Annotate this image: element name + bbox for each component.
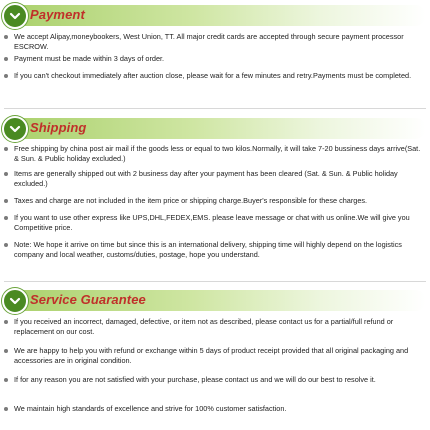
- list-item: Items are generally shipped out with 2 business day after your payment has been cleared (Sat. & Sun. & Public holiday excluded.): [0, 169, 430, 196]
- payment-banner: [4, 5, 426, 26]
- payment-title: Payment: [30, 7, 85, 22]
- list-item: We maintain high standards of excellence and strive for 100% customer satisfaction.: [0, 404, 430, 418]
- chevron-down-icon: [2, 116, 28, 142]
- divider: [4, 108, 426, 109]
- list-item: Free shipping by china post air mail if the goods less or equal to two kilos.Normally, it will take 7-20 bussiness days arrive(Sat. & Sun. & Public holiday excluded.): [0, 144, 430, 169]
- service-section: [0, 290, 430, 418]
- list-item: We are happy to help you with refund or exchange within 5 days of product receipt provided that all original packaging and accessories are in original condition.: [0, 346, 430, 375]
- list-item: If you received an incorrect, damaged, defective, or item not as described, please contact us for a partial/full refund or replacement on our cost.: [0, 317, 430, 346]
- payment-section: [0, 5, 430, 91]
- service-list: [0, 317, 430, 418]
- chevron-down-icon: [2, 3, 28, 29]
- bullet-dot-icon: [4, 216, 8, 220]
- bullet-dot-icon: [4, 172, 8, 176]
- list-item: Payment must be made within 3 days of order.: [0, 54, 430, 71]
- list-item: If for any reason you are not satisfied with your purchase, please contact us and we will do our best to resolve it.: [0, 375, 430, 404]
- list-item: We accept Alipay,moneybookers, West Union, TT. All major credit cards are accepted through secure payment processor ESCROW.: [0, 32, 430, 54]
- chevron-down-icon: [2, 288, 28, 314]
- bullet-dot-icon: [4, 35, 8, 39]
- list-item: If you can't checkout immediately after auction close, please wait for a few minutes and retry.Payments must be completed.: [0, 71, 430, 91]
- list-item: Taxes and charge are not included in the item price or shipping charge.Buyer's responsible for these charges.: [0, 196, 430, 213]
- list-item: If you want to use other express like UPS,DHL,FEDEX,EMS. please leave message or chat with us online.We will give you Competitive price.: [0, 213, 430, 240]
- shipping-list: [0, 144, 430, 262]
- shipping-section: [0, 118, 430, 262]
- shipping-title: Shipping: [30, 120, 87, 135]
- bullet-dot-icon: [4, 243, 8, 247]
- bullet-dot-icon: [4, 74, 8, 78]
- service-title: Service Guarantee: [30, 292, 146, 307]
- bullet-dot-icon: [4, 378, 8, 382]
- bullet-dot-icon: [4, 320, 8, 324]
- service-banner: [4, 290, 426, 311]
- bullet-dot-icon: [4, 407, 8, 411]
- bullet-dot-icon: [4, 147, 8, 151]
- list-item: Note: We hope it arrive on time but since this is an international delivery, shipping time will highly depend on the logistics company and local weather, customs/duties, postage, hope you understand.: [0, 240, 430, 262]
- bullet-dot-icon: [4, 199, 8, 203]
- divider: [4, 281, 426, 282]
- bullet-dot-icon: [4, 57, 8, 61]
- payment-list: [0, 32, 430, 91]
- bullet-dot-icon: [4, 349, 8, 353]
- shipping-banner: [4, 118, 426, 139]
